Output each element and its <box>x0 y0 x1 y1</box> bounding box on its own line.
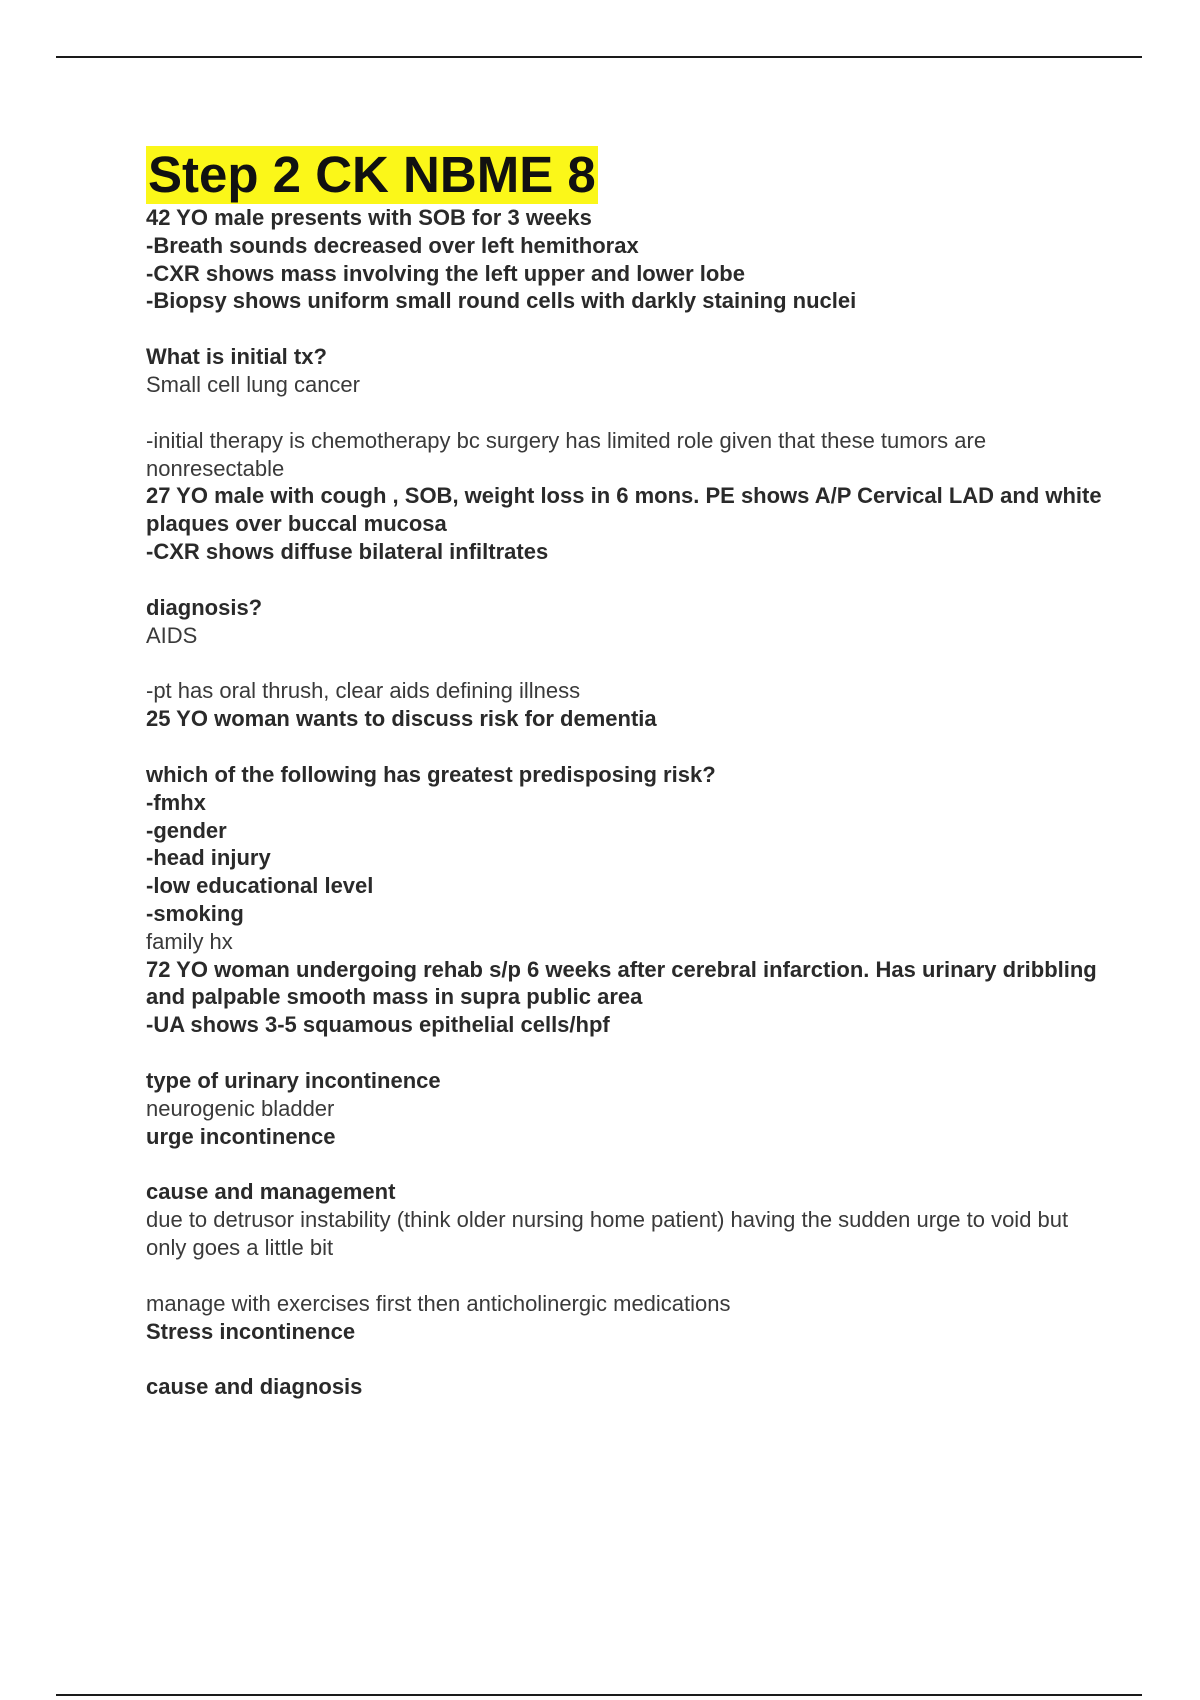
q1-question: What is initial tx? <box>146 344 327 370</box>
bottom-rule <box>56 1694 1142 1696</box>
q4-stem-line: 72 YO woman undergoing rehab s/p 6 weeks after cerebral infarction. Has urinary dribbling and palpable smooth mass in supra public area <box>146 956 1097 1010</box>
q2-stem-line: 27 YO male with cough , SOB, weight loss in 6 mons. PE shows A/P Cervical LAD and white plaques over buccal mucosa <box>146 483 1102 537</box>
q5-stem: urge incontinence <box>146 1123 336 1149</box>
q3-question: which of the following has greatest predisposing risk? <box>146 761 716 787</box>
q1-explanation: -initial therapy is chemotherapy bc surgery has limited role given that these tumors are nonresectable <box>146 427 987 481</box>
q4-question: type of urinary incontinence <box>146 1067 441 1093</box>
q5-explanation: manage with exercises first then anticholinergic medications <box>146 1290 731 1316</box>
q2-answer: AIDS <box>146 622 198 648</box>
q5-question: cause and management <box>146 1179 396 1205</box>
document-body <box>146 146 1106 1401</box>
q1-answer: Small cell lung cancer <box>146 371 360 397</box>
q4-answer: neurogenic bladder <box>146 1095 335 1121</box>
q1-stem-line: 42 YO male presents with SOB for 3 weeks <box>146 205 592 230</box>
q3-option: -fmhx <box>146 789 206 815</box>
q3-stem: 25 YO woman wants to discuss risk for dementia <box>146 706 657 732</box>
q3-option: -smoking <box>146 900 244 926</box>
q6-question: cause and diagnosis <box>146 1374 363 1400</box>
top-rule <box>56 56 1142 58</box>
q2-explanation: -pt has oral thrush, clear aids defining illness <box>146 678 581 704</box>
page-title: Step 2 CK NBME 8 <box>148 146 596 203</box>
q3-answer: family hx <box>146 928 233 954</box>
q2-question: diagnosis? <box>146 594 263 620</box>
q1-stem-line: -Breath sounds decreased over left hemithorax <box>146 232 639 258</box>
q1-stem-line: -CXR shows mass involving the left upper and lower lobe <box>146 260 745 286</box>
q6-stem: Stress incontinence <box>146 1318 356 1344</box>
q2-stem-line: -CXR shows diffuse bilateral infiltrates <box>146 538 549 564</box>
q3-option: -low educational level <box>146 873 374 899</box>
q1-stem-line: -Biopsy shows uniform small round cells with darkly staining nuclei <box>146 288 857 314</box>
q4-stem-line: -UA shows 3-5 squamous epithelial cells/hpf <box>146 1012 610 1038</box>
q3-option: -head injury <box>146 845 271 871</box>
q3-option: -gender <box>146 817 227 843</box>
q5-answer: due to detrusor instability (think older nursing home patient) having the sudden urge to void but only goes a little bit <box>146 1207 1069 1260</box>
